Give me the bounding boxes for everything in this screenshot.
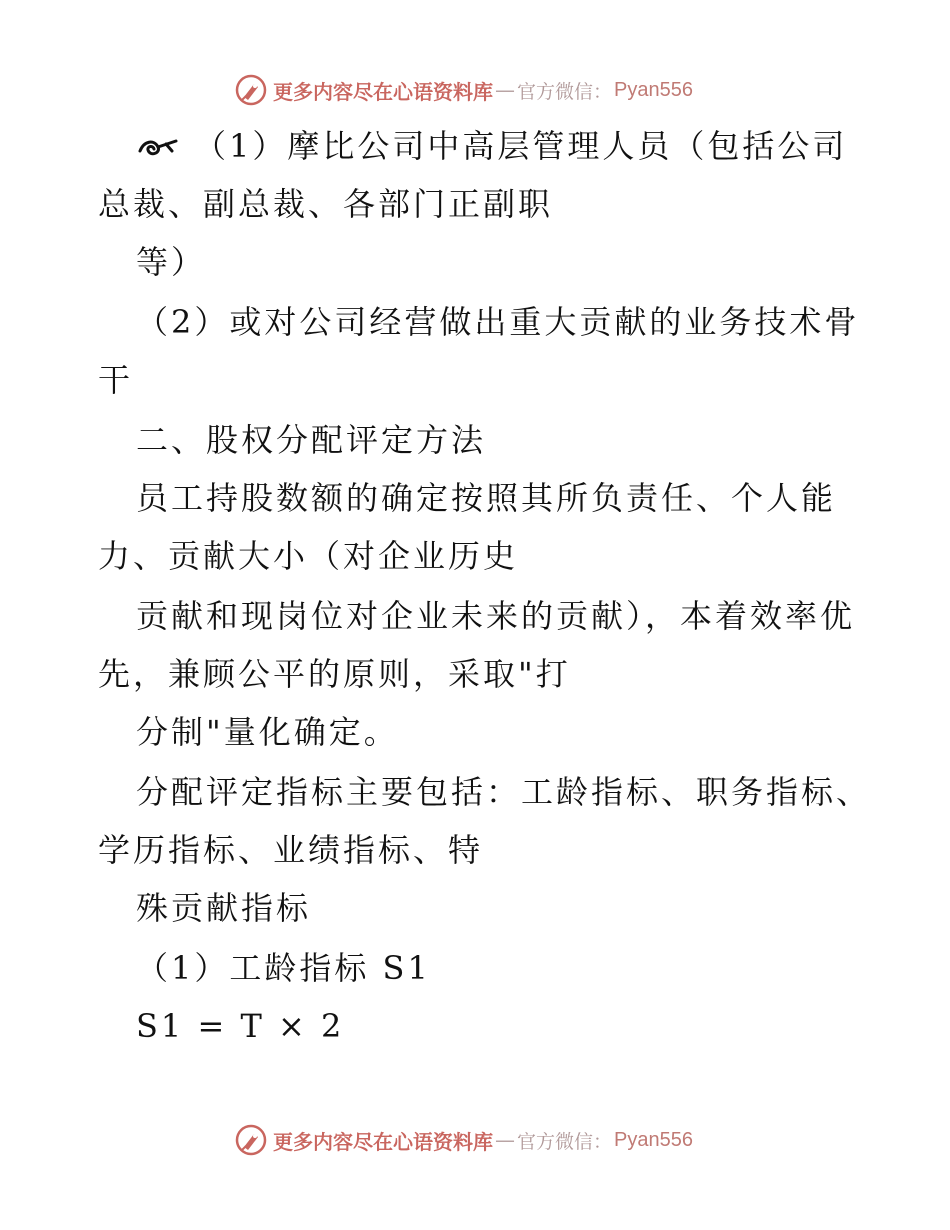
paragraph-line: 总裁、副总裁、各部门正副职 <box>98 185 554 223</box>
watermark-wechat-label: 官方微信： <box>517 80 613 103</box>
paragraph-line: 殊贡献指标 <box>136 889 312 927</box>
paragraph-line: 分制"量化确定。 <box>136 713 399 751</box>
paragraph-line: （2）或对公司经营做出重大贡献的业务技术骨 <box>136 303 860 341</box>
watermark-wechat-id: Pyan556 <box>614 1128 693 1151</box>
ornament-bullet-icon <box>136 135 180 159</box>
paragraph-line: 等） <box>136 243 207 281</box>
watermark-wechat-label: 官方微信： <box>517 1130 613 1153</box>
pen-nib-logo-icon <box>235 74 267 106</box>
paragraph-line: 分配评定指标主要包括：工龄指标、职务指标、 <box>136 773 872 811</box>
watermark-dash: — <box>495 1128 515 1152</box>
formula-line: S1 = T × 2 <box>136 1007 345 1045</box>
line-text: （1）摩比公司中高层管理人员（包括公司 <box>194 127 848 165</box>
paragraph-line: 力、贡献大小（对企业历史 <box>98 537 519 575</box>
paragraph-line: （1）工龄指标 S1 <box>136 949 431 987</box>
section-heading: 二、股权分配评定方法 <box>136 421 487 459</box>
paragraph-line: 贡献和现岗位对企业未来的贡献），本着效率优 <box>136 597 856 635</box>
watermark-text: 更多内容尽在心语资料库 <box>273 79 493 104</box>
paragraph-line: 员工持股数额的确定按照其所负责任、个人能 <box>136 479 837 517</box>
paragraph-line: 学历指标、业绩指标、特 <box>98 831 484 869</box>
watermark-text: 更多内容尽在心语资料库 <box>273 1129 493 1154</box>
paragraph-line: 干 <box>98 361 134 399</box>
paragraph-line: 先，兼顾公平的原则，采取"打 <box>98 655 571 693</box>
pen-nib-logo-icon <box>235 1124 267 1156</box>
watermark-wechat-id: Pyan556 <box>614 78 693 101</box>
paragraph-line <box>136 126 847 166</box>
footer-watermark <box>235 1122 693 1158</box>
header-watermark <box>235 72 693 108</box>
watermark-dash: — <box>495 78 515 102</box>
